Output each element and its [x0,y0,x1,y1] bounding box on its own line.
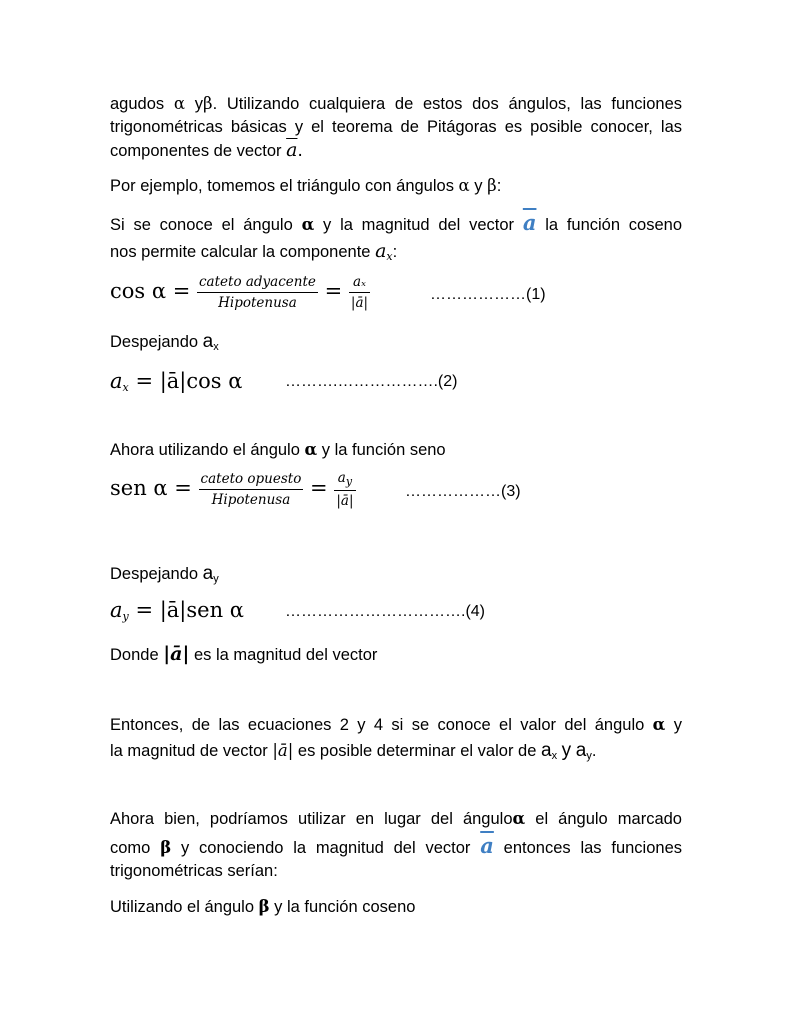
fraction-denominator: Hipotenusa [218,295,297,311]
text: y conociendo la magnitud del vector [180,839,471,857]
vector-a-symbol: $\overline{a}$ [480,833,494,858]
equation-number: ………………(3) [405,483,521,500]
text: Por ejemplo, tomemos el triángulo con ángulos [110,177,454,195]
beta-symbol: β [487,176,497,195]
paragraph-line [110,175,501,197]
subscript: x [213,341,219,353]
paragraph-line [110,439,446,461]
paragraph-line [110,331,219,358]
paragraph-line [110,240,397,268]
fraction [349,274,370,311]
equation-number: …………………………….(4) [285,603,485,620]
text: y la función coseno [274,898,416,916]
fraction-numerator: cateto opuesto [199,471,304,490]
equation-number: ………………(1) [430,286,546,303]
beta-symbol: β [160,838,172,857]
subscript: y [213,573,219,585]
text: agudos [110,95,165,113]
text: y [561,740,572,761]
variable: a [202,563,214,584]
equation-lhs: sen α = [110,476,192,500]
text: Despejando [110,333,199,351]
text: entonces las funciones [503,839,682,857]
text: nos permite calcular la componente [110,243,371,261]
vector-a-symbol: $\overline{a}$ [286,139,298,161]
paragraph-line [110,563,219,590]
text: y [194,95,204,113]
equals-sign: = [310,476,328,500]
fraction-numerator [334,470,355,491]
text: Utilizando el ángulo [110,898,255,916]
equation-lhs: a [110,369,123,393]
equation-lhs: cos α = [110,279,191,303]
paragraph-line [110,93,682,115]
text: : [392,243,398,261]
equation-number: ……….……………….(2) [285,373,458,390]
fraction [199,471,304,508]
fraction-denominator: |ā| [350,295,369,311]
paragraph-line [110,808,682,830]
text: Donde [110,646,159,664]
text: . [591,742,597,760]
beta-symbol: β [203,94,213,113]
paragraph-line [110,714,682,736]
paragraph-line [110,643,377,666]
text: es la magnitud del vector [193,646,378,664]
text: componentes de vector [110,142,282,160]
component-ax: a [375,240,387,262]
equals-sign: = [324,279,343,303]
subscript: x [551,750,558,762]
subscript: y [122,610,129,623]
equation-3 [110,470,356,509]
variable: a [337,470,346,486]
alpha-symbol: α [301,215,315,234]
vector-a-symbol: $\overline{a}$ [522,210,537,235]
equation-lhs: a [110,598,123,622]
vector-magnitude: |ā| [272,741,294,760]
fraction-denominator: Hipotenusa [211,492,291,508]
text: y [474,177,483,195]
vector-magnitude: |ā| [163,643,190,665]
text: Entonces, de las ecuaciones 2 y 4 si se conoce el valor del ángulo [110,716,645,734]
text: y la magnitud del vector [323,216,515,234]
fraction [197,274,318,311]
paragraph-line [110,139,303,162]
fraction-numerator: cateto adyacente [197,274,318,293]
text: y la función seno [321,441,446,459]
variable: a [575,740,587,761]
subscript: y [586,750,592,762]
equation-4 [110,598,244,623]
text: . Utilizando cualquiera de estos dos ángulos, las funciones [212,95,682,113]
text: Ahora utilizando el ángulo [110,441,300,459]
text: trigonométricas básicas y el teorema de Pitágoras es posible conocer, las [110,118,682,136]
subscript: x [386,250,393,263]
paragraph-line [110,116,682,138]
equation-rhs: = |ā|cos α [135,369,243,393]
alpha-symbol: α [652,715,666,734]
paragraph-line [110,740,596,767]
paragraph-line [110,212,682,236]
beta-symbol: β [258,897,270,916]
text: y [673,716,682,734]
text: : [496,177,502,195]
equation-2 [110,369,242,394]
text: la función coseno [545,216,683,234]
paragraph-line [110,835,682,859]
fraction-numerator: aₓ [349,274,370,293]
text: la magnitud de vector [110,742,268,760]
text: Despejando [110,565,199,583]
text: Si se conoce el ángulo [110,216,293,234]
equation-rhs: = |ā|sen α [135,598,244,622]
alpha-symbol: α [458,176,470,195]
alpha-symbol: α [512,809,526,828]
alpha-symbol: α [173,94,186,113]
alpha-symbol: α [304,440,318,459]
paragraph-line [110,896,415,918]
fraction [334,470,355,509]
paragraph-line [110,860,278,882]
variable: a [202,331,214,352]
subscript: y [345,475,353,488]
text: . [297,140,303,161]
subscript: x [122,381,129,394]
variable: a [540,740,552,761]
text: Ahora bien, podríamos utilizar en lugar del ángulo [110,810,513,828]
text: como [110,839,151,857]
equation-1 [110,274,370,311]
fraction-denominator: |ā| [336,493,354,509]
text: el ángulo marcado [535,810,682,828]
text: trigonométricas serían: [110,862,278,880]
text: es posible determinar el valor de [297,742,537,760]
